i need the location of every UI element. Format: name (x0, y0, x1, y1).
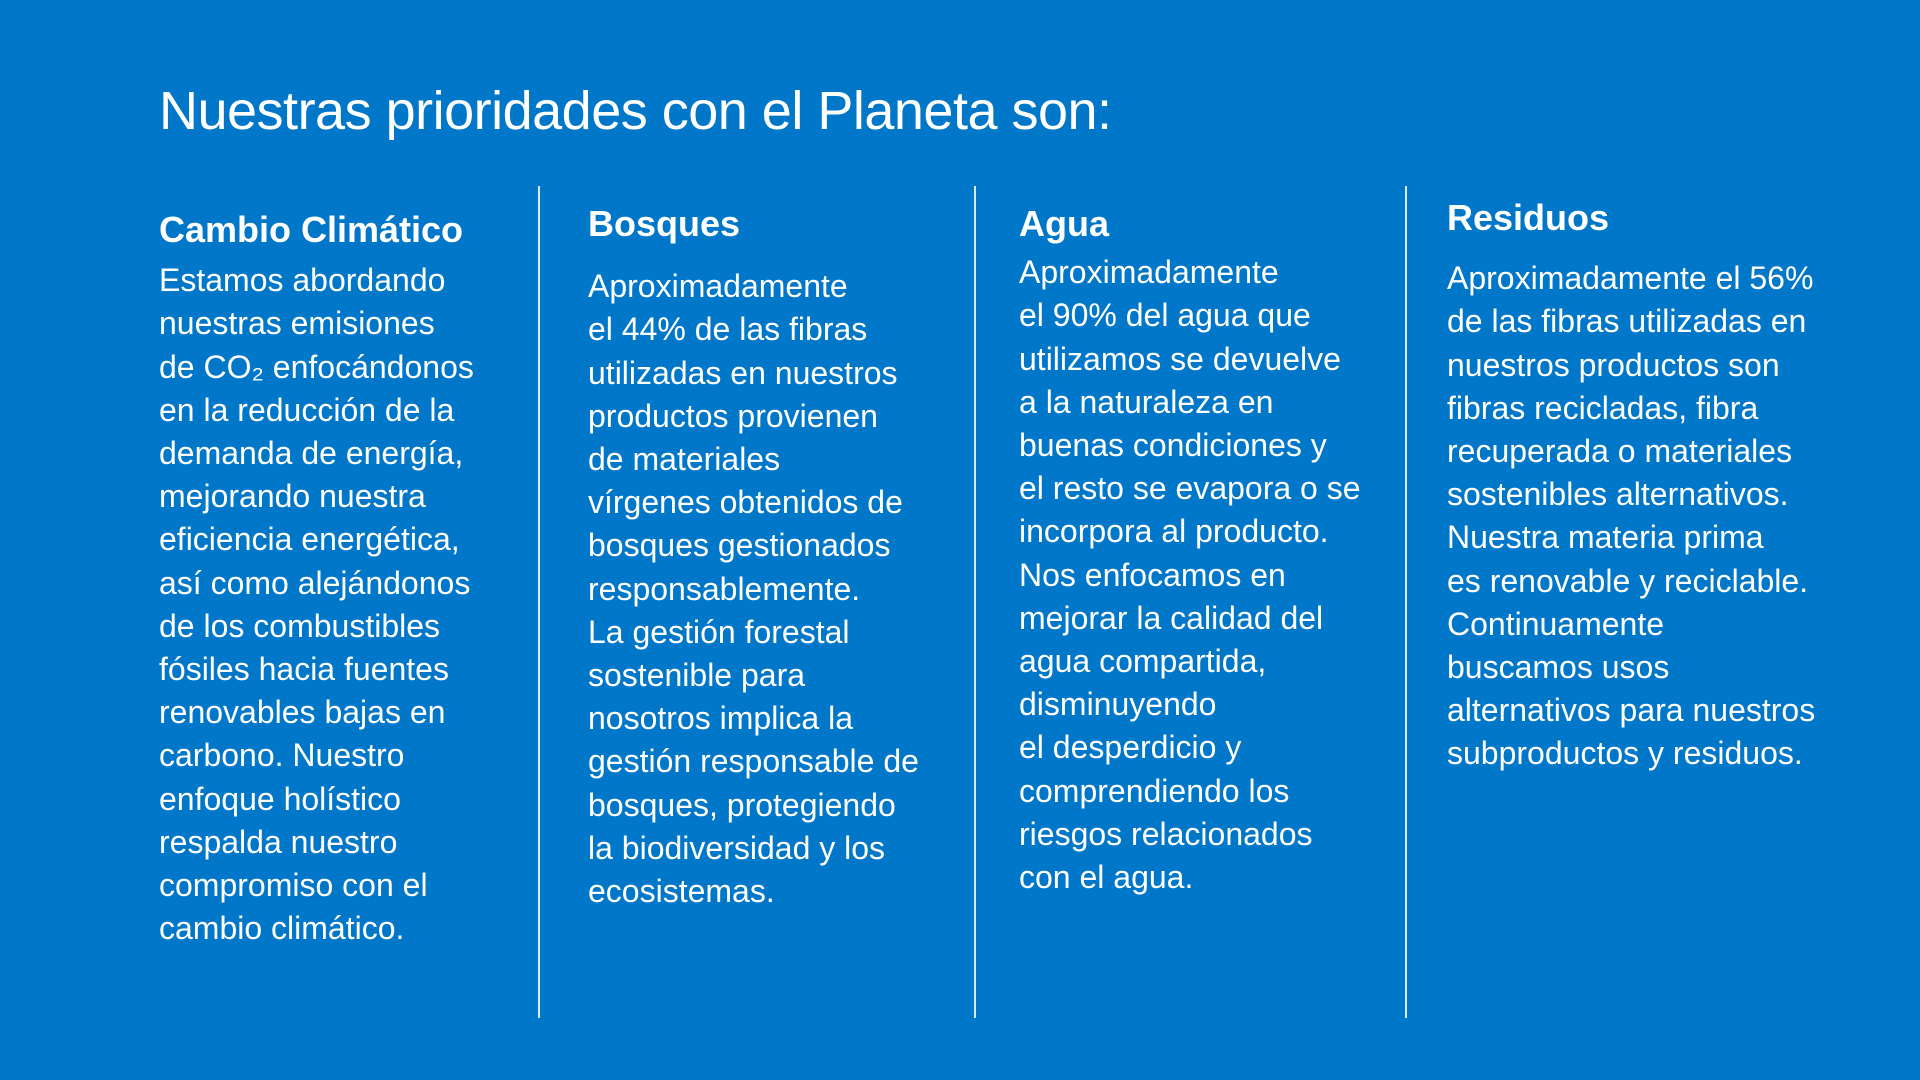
column-heading: Bosques (588, 203, 741, 244)
column-heading: Cambio Climático (159, 209, 464, 250)
column-cambio-climatico (159, 208, 529, 950)
column-bosques (588, 202, 968, 913)
column-agua (1019, 202, 1399, 899)
column-divider (1405, 186, 1407, 1018)
column-heading: Residuos (1447, 197, 1610, 238)
column-body: Aproximadamente el 44% de las fibras utilizadas en nuestros productos provienen de materiales vírgenes obtenidos de bosques gestionados responsablemente. La gestión forestal sostenible para nosotros implica la gestión responsable de bosques, protegiendo la biodiversidad y los ecosistemas. (588, 268, 919, 910)
column-body: Estamos abordando nuestras emisiones de CO₂ enfocándonos en la reducción de la demanda de energía, mejorando nuestra eficiencia energética, así como alejándonos de los combustibles fósiles hacia fuentes renovables bajas en carbono. Nuestro enfoque holístico respalda nuestro compromiso con el cambio climático. (159, 262, 474, 947)
page-title: Nuestras prioridades con el Planeta son: (159, 81, 1112, 141)
column-heading: Agua (1019, 203, 1109, 244)
column-divider (538, 186, 540, 1018)
column-divider (974, 186, 976, 1018)
column-residuos (1447, 196, 1867, 776)
column-body: Aproximadamente el 90% del agua que utilizamos se devuelve a la naturaleza en buenas condiciones y el resto se evapora o se incorpora al producto. Nos enfocamos en mejorar la calidad del agua compartida, disminuyendo el desperdicio y comprendiendo los riesgos relacionados con el agua. (1019, 254, 1361, 896)
column-body: Aproximadamente el 56% de las fibras utilizadas en nuestros productos son fibras recicladas, fibra recuperada o materiales sostenibles alternativos. Nuestra materia prima es renovable y reciclable. Continuamente buscamos usos alternativos para nuestros subproductos y residuos. (1447, 260, 1816, 772)
